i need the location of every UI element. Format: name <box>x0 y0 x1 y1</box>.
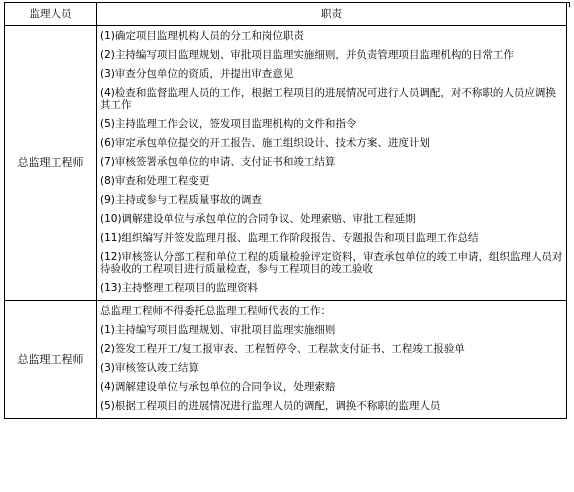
table-header-row <box>5 3 567 26</box>
header-duties: 职责 <box>97 3 567 26</box>
supervisor-duties-table <box>4 2 567 419</box>
duty-item: (5)主持监理工作会议，签发项目监理机构的文件和指令 <box>100 118 357 130</box>
duty-item: (3)审查分包单位的资质，并提出审查意见 <box>100 68 294 80</box>
duty-item: (13)主持整理工程项目的监理资料 <box>100 282 259 294</box>
duty-item: (11)组织编写并签发监理月报、监理工作阶段报告、专题报告和项目监理工作总结 <box>100 232 479 244</box>
table-row <box>5 26 567 301</box>
duty-item: (8)审查和处理工程变更 <box>100 175 210 187</box>
role-cell: 总监理工程师 <box>5 26 97 301</box>
duty-item: (2)主持编写项目监理规划、审批项目监理实施细则，并负责管理项目监理机构的日常工作 <box>100 49 514 61</box>
table-row <box>5 301 567 419</box>
duties-cell <box>97 301 567 419</box>
duties-intro: 总监理工程师不得委托总监理工程师代表的工作： <box>100 305 331 317</box>
duty-item: (2)签发工程开工/复工报审表、工程暂停令、工程款支付证书、工程竣工报验单 <box>100 343 465 355</box>
duty-item: (12)审核签认分部工程和单位工程的质量检验评定资料，审查承包单位的竣工申请，组织监理人员对待验收的工程项目进行质量检查，参与工程项目的竣工验收 <box>100 251 563 275</box>
header-role: 监理人员 <box>5 3 97 26</box>
duties-cell <box>97 26 567 301</box>
role-cell: 总监理工程师 <box>5 301 97 419</box>
duty-item: (1)确定项目监理机构人员的分工和岗位职责 <box>100 30 304 42</box>
duty-item: (4)调解建设单位与承包单位的合同争议，处理索赔 <box>100 381 336 393</box>
duty-item: (5)根据工程项目的进展情况进行监理人员的调配，调换不称职的监理人员 <box>100 400 441 412</box>
duty-item: (6)审定承包单位提交的开工报告、施工组织设计、技术方案、进度计划 <box>100 137 430 149</box>
duty-item: (3)审核签认竣工结算 <box>100 362 199 374</box>
duty-item: (9)主持或参与工程质量事故的调查 <box>100 194 262 206</box>
duty-item: (10)调解建设单位与承包单位的合同争议、处理索赔、审批工程延期 <box>100 213 416 225</box>
duty-item: (1)主持编写项目监理规划、审批项目监理实施细则 <box>100 324 336 336</box>
duty-item: (4)检查和监督监理人员的工作，根据工程项目的进展情况可进行人员调配，对不称职的人员应调换其工作 <box>100 87 556 111</box>
page-corner-mark <box>565 2 570 7</box>
document-page <box>4 2 570 488</box>
duty-item: (7)审核签署承包单位的申请、支付证书和竣工结算 <box>100 156 336 168</box>
